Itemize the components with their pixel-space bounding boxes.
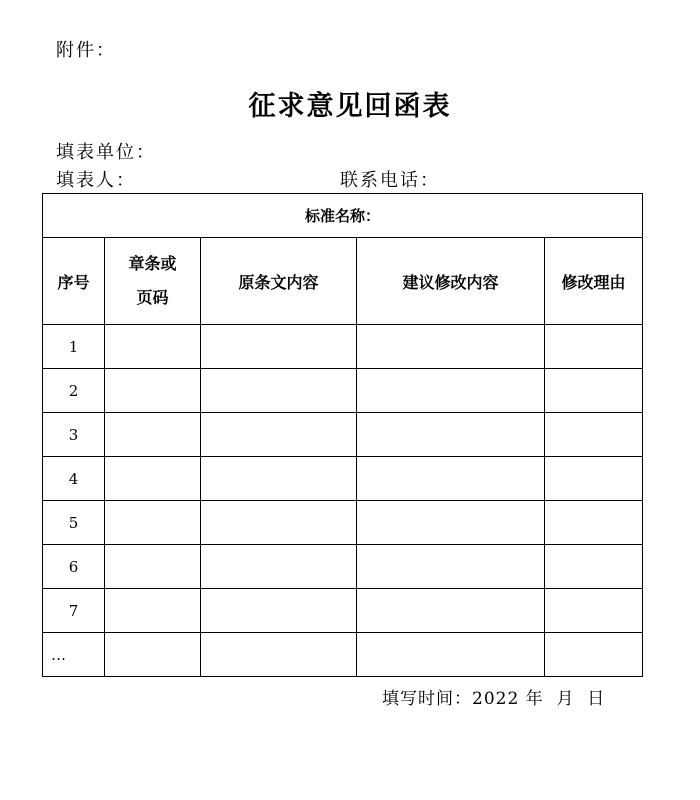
col-clause-line2: 页码 — [136, 288, 169, 307]
table-row — [43, 369, 643, 413]
clause-cell[interactable] — [105, 413, 201, 457]
standard-name-label: 标准名称： — [304, 207, 380, 225]
row-number: … — [43, 633, 105, 677]
table-row — [43, 633, 643, 677]
row-number: 6 — [43, 545, 105, 589]
table-row — [43, 413, 643, 457]
table-row — [43, 545, 643, 589]
suggestion-cell[interactable] — [357, 545, 545, 589]
reason-cell[interactable] — [545, 413, 643, 457]
row-number: 1 — [43, 325, 105, 369]
suggestion-cell[interactable] — [357, 325, 545, 369]
col-suggestion-header: 建议修改内容 — [357, 238, 545, 325]
reason-cell[interactable] — [545, 501, 643, 545]
col-reason-header: 修改理由 — [545, 238, 643, 325]
fill-unit-label: 填表单位： — [56, 142, 156, 163]
reason-cell[interactable] — [545, 325, 643, 369]
original-cell[interactable] — [201, 369, 357, 413]
clause-cell[interactable] — [105, 633, 201, 677]
attachment-label: 附件： — [56, 40, 116, 61]
col-clause-line1: 章条或 — [128, 254, 177, 273]
row-number: 5 — [43, 501, 105, 545]
fill-year: 2022 — [472, 689, 520, 709]
clause-cell[interactable] — [105, 369, 201, 413]
original-cell[interactable] — [201, 589, 357, 633]
fill-time — [382, 684, 605, 709]
clause-cell[interactable] — [105, 501, 201, 545]
suggestion-cell[interactable] — [357, 589, 545, 633]
reason-cell[interactable] — [545, 545, 643, 589]
page-title: 征求意见回函表 — [248, 91, 452, 122]
clause-cell[interactable] — [105, 325, 201, 369]
reason-cell[interactable] — [545, 457, 643, 501]
original-cell[interactable] — [201, 633, 357, 677]
standard-name-row — [43, 194, 643, 238]
suggestion-cell[interactable] — [357, 457, 545, 501]
table-row — [43, 589, 643, 633]
row-number: 2 — [43, 369, 105, 413]
clause-cell[interactable] — [105, 545, 201, 589]
original-cell[interactable] — [201, 501, 357, 545]
row-number: 4 — [43, 457, 105, 501]
table-row — [43, 325, 643, 369]
suggestion-cell[interactable] — [357, 501, 545, 545]
col-clause-header — [105, 238, 201, 325]
reason-cell[interactable] — [545, 633, 643, 677]
reason-cell[interactable] — [545, 369, 643, 413]
clause-cell[interactable] — [105, 589, 201, 633]
standard-name-cell[interactable] — [43, 194, 643, 238]
original-cell[interactable] — [201, 413, 357, 457]
fill-time-label: 填写时间： — [382, 689, 472, 709]
table-header-row — [43, 238, 643, 325]
table-row — [43, 457, 643, 501]
col-seq-header: 序号 — [43, 238, 105, 325]
day-unit: 日 — [587, 689, 606, 709]
reason-cell[interactable] — [545, 589, 643, 633]
fill-person-label: 填表人： — [56, 170, 136, 191]
original-cell[interactable] — [201, 325, 357, 369]
original-cell[interactable] — [201, 457, 357, 501]
original-cell[interactable] — [201, 545, 357, 589]
year-unit: 年 — [525, 689, 544, 709]
row-number: 7 — [43, 589, 105, 633]
month-unit: 月 — [556, 689, 575, 709]
table-row — [43, 501, 643, 545]
col-original-header: 原条文内容 — [201, 238, 357, 325]
row-number: 3 — [43, 413, 105, 457]
suggestion-cell[interactable] — [357, 369, 545, 413]
clause-cell[interactable] — [105, 457, 201, 501]
contact-phone-label: 联系电话： — [340, 170, 440, 191]
feedback-table — [42, 193, 643, 677]
suggestion-cell[interactable] — [357, 633, 545, 677]
suggestion-cell[interactable] — [357, 413, 545, 457]
